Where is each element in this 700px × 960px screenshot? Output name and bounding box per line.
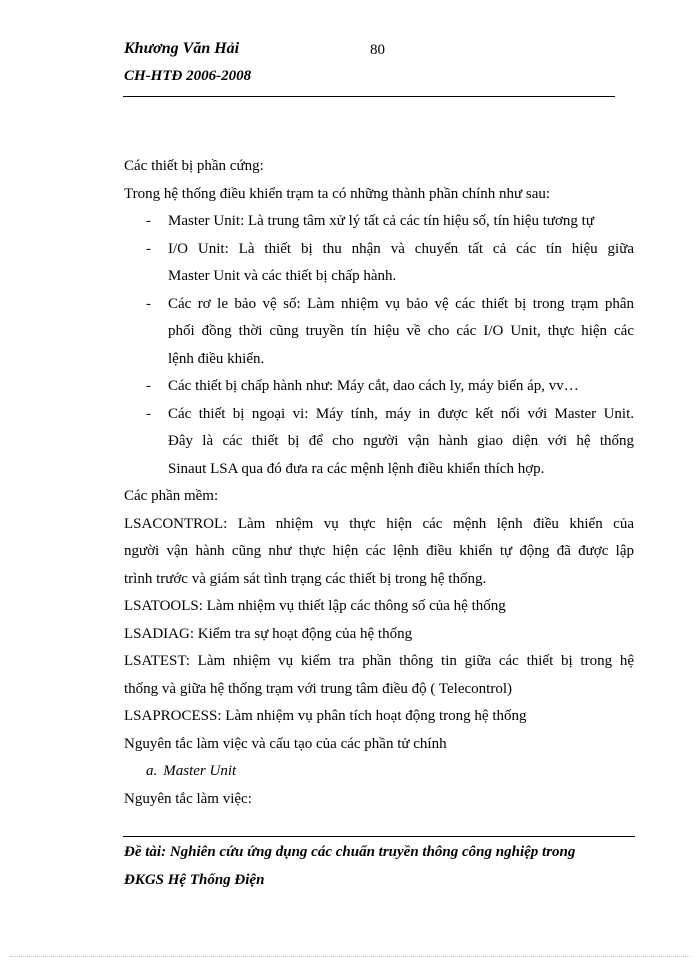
bullet-text: phối đồng thời cũng truyền tín hiệu về cho các I/O Unit, thực hiện các [168, 323, 634, 339]
principle-heading: Nguyên tắc làm việc và cấu tạo của các phần tử chính [124, 735, 447, 752]
bullet-dash: - [146, 213, 151, 229]
lsaprocess-text: LSAPROCESS: Làm nhiệm vụ phân tích hoạt động trong hệ thống [124, 708, 527, 724]
lsatools-text: LSATOOLS: Làm nhiệm vụ thiết lập các thông số của hệ thống [124, 598, 506, 614]
footer-divider [123, 836, 635, 837]
bullet-dash: - [146, 295, 151, 312]
header-course: CH-HTĐ 2006-2008 [124, 68, 252, 84]
page-bottom-border [10, 956, 690, 957]
header-divider [123, 96, 615, 97]
lsadiag-text: LSADIAG: Kiểm tra sự hoạt động của hệ thống [124, 625, 413, 642]
lsacontrol-text: LSACONTROL: Làm nhiệm vụ thực hiện các mệnh lệnh điều khiển của [124, 515, 634, 532]
bullet-dash: - [146, 240, 151, 257]
bullet-item [124, 373, 634, 401]
footer-title-line: Đề tài: Nghiên cứu ứng dụng các chuẩn truyền thông công nghiệp trong [124, 844, 576, 860]
subsection-letter: a. [146, 763, 158, 779]
lsacontrol-text: trình trước và giám sát tình trạng các thiết bị trong hệ thống. [124, 570, 487, 587]
bullet-text: Đây là các thiết bị để cho người vận hành giao diện với hệ thống [168, 433, 634, 449]
bullet-dash: - [146, 378, 151, 394]
footer-title-line: ĐKGS Hệ Thống Điện [124, 872, 265, 888]
bullet-item [124, 401, 634, 484]
bullet-text: Master Unit và các thiết bị chấp hành. [168, 268, 397, 284]
bullet-item [124, 208, 634, 236]
bullet-dash: - [146, 405, 151, 422]
bullet-text: I/O Unit: Là thiết bị thu nhận và chuyển tất cả các tín hiệu giữa [168, 240, 634, 257]
hardware-heading: Các thiết bị phần cứng: [124, 158, 264, 174]
lsatest-text: LSATEST: Làm nhiệm vụ kiểm tra phần thông tin giữa các thiết bị trong hệ [124, 653, 634, 669]
bullet-text: Các thiết bị ngoại vi: Máy tính, máy in được kết nối với Master Unit. [168, 405, 634, 422]
hardware-intro: Trong hệ thống điều khiển trạm ta có những thành phần chính như sau: [124, 185, 551, 202]
lsatest-text: thống và giữa hệ thống trạm với trung tâm điều độ ( Telecontrol) [124, 680, 512, 697]
subsection-master-unit [124, 758, 634, 786]
bullet-text: Các rơ le bảo vệ số: Làm nhiệm vụ bảo vệ các thiết bị trong trạm phân [168, 295, 634, 312]
header-author: Khương Văn Hải [124, 40, 240, 57]
bullet-item [124, 236, 634, 291]
subsection-title: Master Unit [163, 763, 237, 779]
bullet-text: Các thiết bị chấp hành như: Máy cắt, dao cách ly, máy biến áp, vv… [168, 378, 579, 394]
bullet-text: Master Unit: Là trung tâm xử lý tất cả các tín hiệu số, tín hiệu tương tự [168, 213, 594, 229]
bullet-text: lệnh điều khiển. [168, 350, 265, 367]
footer-title [124, 838, 634, 894]
bullet-item [124, 291, 634, 374]
software-heading: Các phần mềm: [124, 488, 219, 504]
document-body [124, 153, 634, 813]
page-number: 80 [370, 42, 385, 58]
lsacontrol-text: người vận hành cũng như thực hiện các lệnh điều khiển tự động đã được lập [124, 543, 634, 559]
working-principle-heading: Nguyên tắc làm việc: [124, 790, 252, 807]
bullet-text: Sinaut LSA qua đó đưa ra các mệnh lệnh điều khiển thích hợp. [168, 460, 545, 477]
